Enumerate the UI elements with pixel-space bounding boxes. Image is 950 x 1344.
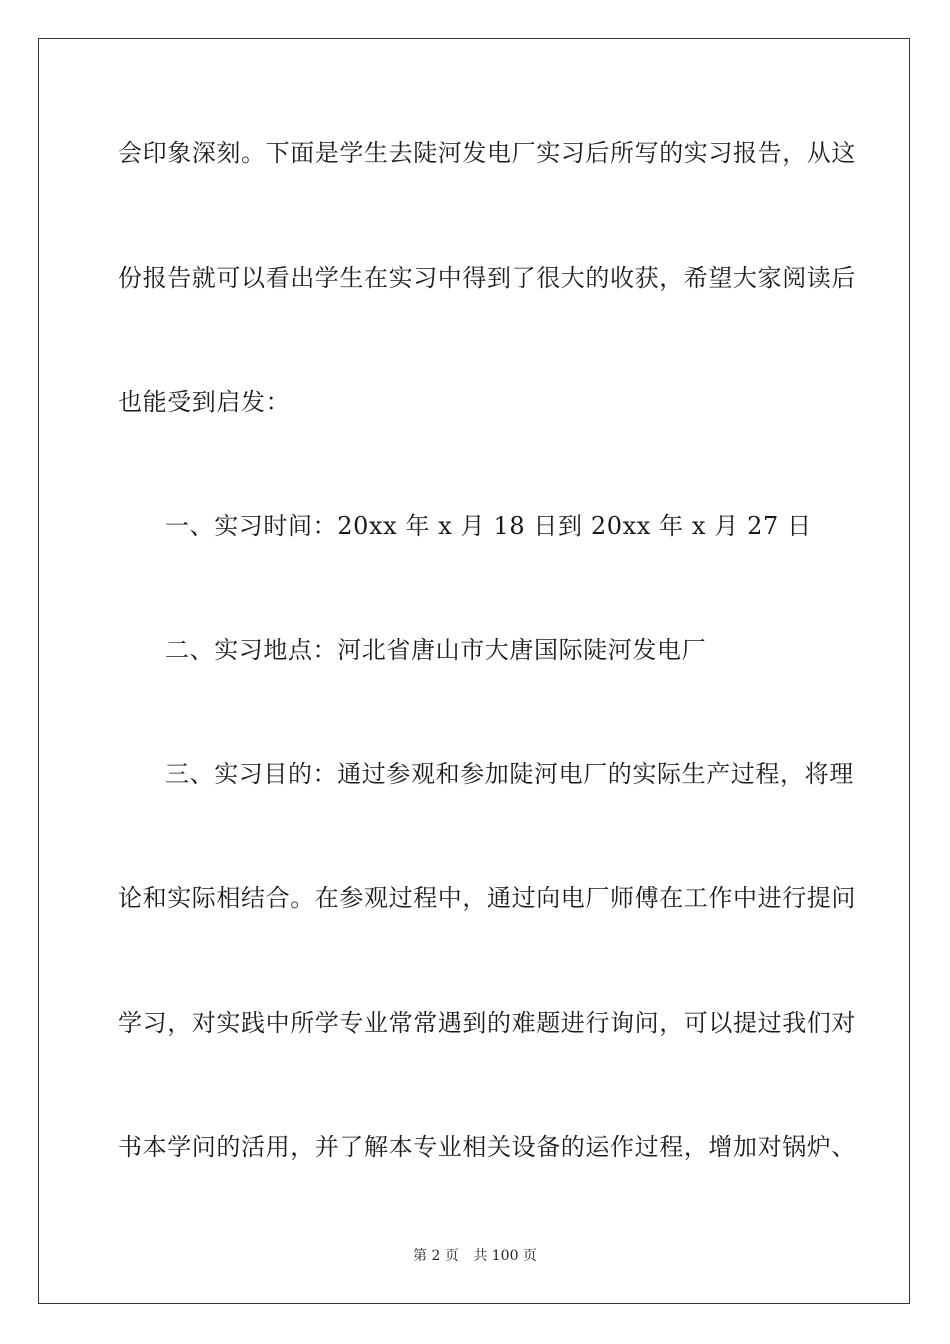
paragraph-line-7: 论和实际相结合。在参观过程中，通过向电厂师傅在工作中进行提问 — [118, 884, 856, 912]
total-pages: 共 100 页 — [473, 1248, 537, 1264]
page-border — [38, 38, 910, 1304]
page-number: 第 2 页 — [413, 1248, 459, 1264]
page-footer — [0, 1247, 950, 1265]
paragraph-line-2: 份报告就可以看出学生在实习中得到了很大的收获，希望大家阅读后 — [118, 264, 856, 292]
internship-time-line: 一、实习时间：20xx 年 x 月 18 日到 20xx 年 x 月 27 日 — [165, 512, 812, 540]
paragraph-line-1: 会印象深刻。下面是学生去陡河发电厂实习后所写的实习报告，从这 — [118, 139, 856, 167]
paragraph-line-9: 书本学问的活用，并了解本专业相关设备的运作过程，增加对锅炉、 — [118, 1133, 856, 1161]
paragraph-line-3: 也能受到启发： — [118, 388, 291, 416]
paragraph-line-8: 学习，对实践中所学专业常常遇到的难题进行询问，可以提过我们对 — [118, 1009, 856, 1037]
internship-location-line: 二、实习地点：河北省唐山市大唐国际陡河发电厂 — [165, 636, 707, 664]
internship-purpose-line: 三、实习目的：通过参观和参加陡河电厂的实际生产过程，将理 — [165, 760, 854, 788]
